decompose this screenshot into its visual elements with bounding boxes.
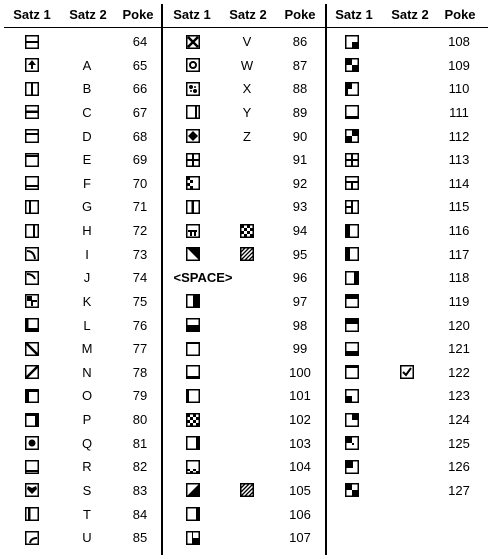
poke-value: 114 <box>448 175 470 191</box>
q-tl2-icon <box>345 82 359 101</box>
satz2-letter: U <box>82 530 92 546</box>
box-bottom2-icon <box>345 105 359 124</box>
poke-value: 86 <box>292 34 308 49</box>
satz2-letter: I <box>85 246 89 262</box>
poke-value: 78 <box>132 364 148 380</box>
hbar-mid-icon <box>25 35 39 54</box>
split-t-icon <box>345 176 359 195</box>
poke-value: 92 <box>292 175 308 191</box>
arc-br-icon <box>25 531 39 550</box>
poke-value: 112 <box>448 128 470 144</box>
satz2-letter: T <box>83 506 91 522</box>
header-poke: Poke <box>122 7 154 22</box>
header-satz2: Satz 2 <box>69 7 107 22</box>
poke-value: 126 <box>448 459 470 475</box>
poke-value: 91 <box>292 152 308 168</box>
poke-value: 127 <box>448 482 470 498</box>
corner-tl2-icon <box>25 389 39 408</box>
satz2-letter: R <box>82 459 92 475</box>
checker-full2-icon <box>186 413 200 432</box>
poke-value: 94 <box>292 223 308 239</box>
satz2-letter: B <box>82 81 92 97</box>
poke-value: 104 <box>289 459 311 475</box>
checker-left-icon <box>186 176 200 195</box>
poke-value: 89 <box>292 104 308 120</box>
header-satz1: Satz 1 <box>13 7 51 22</box>
header-satz1: Satz 1 <box>173 7 211 22</box>
poke-value: 107 <box>289 530 311 546</box>
hbar-up-icon <box>25 129 39 148</box>
bottom-third-icon <box>345 342 359 361</box>
poke-value: 85 <box>132 530 148 546</box>
top-third-icon <box>345 294 359 313</box>
box-br-corner-icon <box>345 365 359 384</box>
poke-value: 87 <box>292 57 308 73</box>
hbar-low-icon <box>25 176 39 195</box>
q-bl-icon <box>345 389 359 408</box>
q-br-icon <box>345 35 359 54</box>
tri-br-icon <box>186 483 200 502</box>
left-third2-icon <box>345 247 359 266</box>
satz2-letter: H <box>82 223 92 239</box>
check-icon <box>400 365 414 384</box>
space-label: <SPACE> <box>173 270 233 286</box>
satz2-letter: M <box>81 341 93 357</box>
satz2-letter: O <box>81 388 93 404</box>
poke-value: 122 <box>448 364 470 380</box>
poke-value: 77 <box>132 341 148 357</box>
q-tl3-icon <box>345 436 359 455</box>
left-third-icon <box>345 224 359 243</box>
poke-value: 88 <box>292 81 308 97</box>
poke-value: 102 <box>289 412 311 428</box>
poke-value: 76 <box>132 317 148 333</box>
poke-value: 113 <box>448 152 470 168</box>
poke-value: 103 <box>289 435 311 451</box>
half-right-icon <box>186 294 200 313</box>
header-satz2: Satz 2 <box>229 7 267 22</box>
poke-value: 106 <box>289 506 311 522</box>
box-top-icon <box>186 342 200 361</box>
poke-value: 95 <box>292 246 308 262</box>
poke-value: 117 <box>448 246 470 262</box>
arc-tr-icon <box>25 247 39 266</box>
satz2-letter: N <box>82 364 92 380</box>
poke-value: 72 <box>132 223 148 239</box>
ring-icon <box>186 58 200 77</box>
vbar-left-icon <box>25 200 39 219</box>
header-satz2: Satz 2 <box>391 7 429 22</box>
poke-value: 73 <box>132 246 148 262</box>
poke-value: 97 <box>292 293 308 309</box>
poke-value: 123 <box>448 388 470 404</box>
checker-bottom-icon <box>186 460 200 479</box>
satz2-letter: S <box>82 482 92 498</box>
vbar-left2-icon <box>25 507 39 526</box>
poke-value: 93 <box>292 199 308 215</box>
hbar-top-icon <box>25 153 39 172</box>
poke-value: 74 <box>132 270 148 286</box>
poke-value: 108 <box>448 34 470 49</box>
satz2-letter: K <box>82 293 92 309</box>
satz2-letter: J <box>83 270 91 286</box>
column-divider <box>161 4 163 555</box>
poke-value: 99 <box>292 341 308 357</box>
poke-value: 70 <box>132 175 148 191</box>
q-tl-fill-icon <box>345 460 359 479</box>
column-divider <box>325 4 327 555</box>
poke-value: 121 <box>448 341 470 357</box>
poke-value: 71 <box>132 199 148 215</box>
split-v-icon <box>345 200 359 219</box>
satz2-letter: G <box>81 199 93 215</box>
poke-value: 69 <box>132 152 148 168</box>
box-right2-icon <box>186 507 200 526</box>
poke-value: 65 <box>132 57 148 73</box>
q-bl-tr-icon <box>345 129 359 148</box>
poke-value: 98 <box>292 317 308 333</box>
poke-value: 82 <box>132 459 148 475</box>
poke-value: 80 <box>132 412 148 428</box>
satz2-letter: F <box>83 175 91 191</box>
split-h-icon <box>345 153 359 172</box>
right-third-icon <box>345 271 359 290</box>
quad-br-icon <box>186 531 200 550</box>
poke-value: 90 <box>292 128 308 144</box>
checker-full-icon <box>240 224 254 243</box>
poke-value: 109 <box>448 57 470 73</box>
hbar-low2-icon <box>25 460 39 479</box>
vbar-right2-icon <box>186 105 200 124</box>
poke-value: 66 <box>132 81 148 97</box>
satz2-letter: Y <box>242 104 252 120</box>
circle-icon <box>25 436 39 455</box>
spade-icon <box>25 58 39 77</box>
cross-plus-icon <box>186 153 200 172</box>
satz2-letter: C <box>82 104 92 120</box>
half-bottom-icon <box>186 318 200 337</box>
satz2-letter: W <box>240 57 254 73</box>
satz2-letter: A <box>82 57 92 73</box>
hatch-icon <box>240 247 254 266</box>
top-third2-icon <box>345 318 359 337</box>
vbar-mid2-icon <box>186 200 200 219</box>
arc-bl-icon <box>25 271 39 290</box>
box-right-icon <box>186 436 200 455</box>
header-poke: Poke <box>284 7 316 22</box>
tri-tl-icon <box>186 247 200 266</box>
poke-value: 118 <box>448 270 470 286</box>
header-satz1: Satz 1 <box>335 7 373 22</box>
header-divider <box>4 27 488 28</box>
poke-value: 115 <box>448 199 470 215</box>
satz2-letter: D <box>82 128 92 144</box>
poke-value: 67 <box>132 104 148 120</box>
poke-value: 101 <box>289 388 311 404</box>
poke-value: 120 <box>448 317 470 333</box>
poke-value: 105 <box>289 482 311 498</box>
corner-tr-icon <box>25 413 39 432</box>
poke-value: 79 <box>132 388 148 404</box>
poke-value: 124 <box>448 412 470 428</box>
poke-value: 84 <box>132 506 148 522</box>
diag-down-icon <box>25 342 39 361</box>
vbar-mid-icon <box>25 82 39 101</box>
diag-up-icon <box>25 365 39 384</box>
satz2-letter: Q <box>81 435 93 451</box>
pi-icon <box>186 224 200 243</box>
header-poke: Poke <box>444 7 476 22</box>
poke-value: 64 <box>132 34 148 49</box>
club-icon <box>186 82 200 101</box>
q-tl-br-fill-icon <box>345 483 359 502</box>
q-tl-br-icon <box>345 58 359 77</box>
poke-value: 75 <box>132 293 148 309</box>
corner-tl-icon <box>25 294 39 313</box>
poke-value: 83 <box>132 482 148 498</box>
q-tr-icon <box>345 413 359 432</box>
cross-x-icon <box>186 35 200 54</box>
heart-icon <box>25 483 39 502</box>
satz2-letter: L <box>83 317 91 333</box>
satz2-letter: X <box>242 81 252 97</box>
diamond-icon <box>186 129 200 148</box>
poke-value: 68 <box>132 128 148 144</box>
box-left-icon <box>186 389 200 408</box>
poke-value: 125 <box>448 435 470 451</box>
corner-bl-icon <box>25 318 39 337</box>
hbar-mid2-icon <box>25 105 39 124</box>
poke-value: 116 <box>448 223 470 239</box>
box-bottom-icon <box>186 365 200 384</box>
poke-value: 100 <box>289 364 311 380</box>
poke-value: 81 <box>132 435 148 451</box>
vbar-right-icon <box>25 224 39 243</box>
poke-value: 111 <box>449 104 469 120</box>
hatch2-icon <box>240 483 254 502</box>
satz2-letter: P <box>82 412 92 428</box>
poke-value: 119 <box>448 293 470 309</box>
satz2-letter: V <box>242 34 252 49</box>
poke-value: 110 <box>448 81 470 97</box>
poke-value: 96 <box>292 270 308 286</box>
satz2-letter: Z <box>243 128 251 144</box>
satz2-letter: E <box>82 152 92 168</box>
